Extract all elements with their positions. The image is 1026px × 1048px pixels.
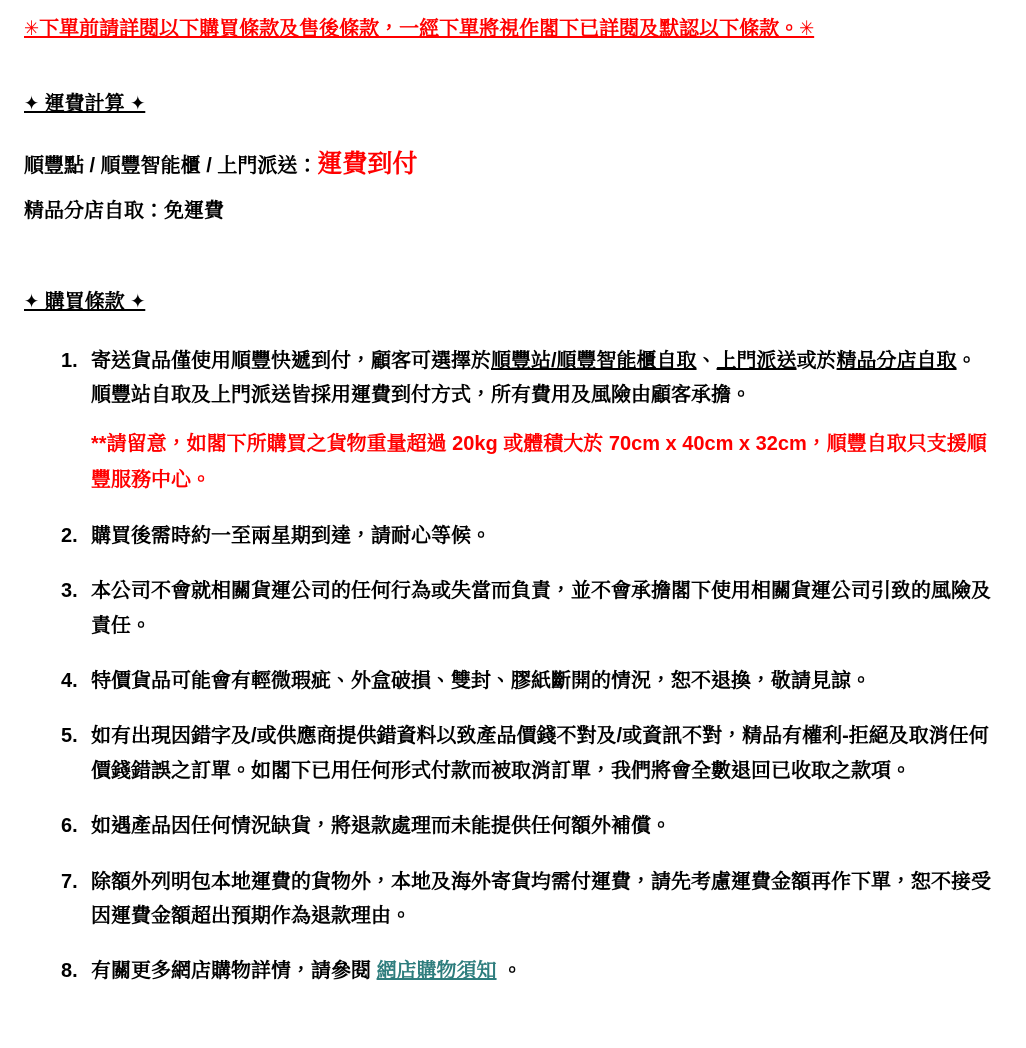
weight-size-warning: **請留意，如閣下所購買之貨物重量超過 20kg 或體積大於 70cm x 40cm x 32cm，順豐自取只支援順豐服務中心。 <box>91 432 987 491</box>
shipping-methods-line <box>24 144 996 184</box>
term-item-1 <box>61 344 996 498</box>
term-item-5-text: 如有出現因錯字及/或供應商提供錯資料以致產品價錢不對及/或資訊不對，精品有權利-拒絕及取消任何價錢錯誤之訂單。如閣下已用任何形式付款而被取消訂單，我們將會全數退回已收取之款項。 <box>91 725 989 782</box>
term-item-6 <box>61 809 996 843</box>
item-number: 2. <box>61 524 78 547</box>
store-pickup-free-line: 精品分店自取：免運費 <box>24 200 224 222</box>
item-number: 8. <box>61 960 78 983</box>
term-item-3 <box>61 574 996 643</box>
underlined-store-pickup-text: 精品分店自取 <box>836 350 957 372</box>
shipping-fee-heading: ✦ 運費計算 ✦ <box>24 93 146 115</box>
underlined-home-delivery-text: 上門派送 <box>716 350 797 372</box>
term-item-8 <box>61 954 996 988</box>
term-item-1-text: 寄送貨品僅使用順豐快遞到付，顧客可選擇於順豐站/順豐智能櫃自取、上門派送或於精品分店自取。順豐站自取及上門派送皆採用運費到付方式，所有費用及風險由顧客承擔。 <box>91 350 977 407</box>
term-item-3-text: 本公司不會就相關貨運公司的任何行為或失當而負責，並不會承擔閣下使用相關貨運公司引致的風險及責任。 <box>91 580 991 637</box>
term-item-2 <box>61 519 996 553</box>
online-shop-guide-link[interactable]: 網店購物須知 <box>376 960 497 983</box>
term-item-4 <box>61 664 996 698</box>
freight-collect-value: 運費到付 <box>317 150 418 178</box>
shipping-methods-label: 順豐點 / 順豐智能櫃 / 上門派送： <box>24 155 318 177</box>
item-number: 5. <box>61 725 78 748</box>
item-number: 7. <box>61 870 78 893</box>
underlined-sf-pickup-text: 順豐站/順豐智能櫃自取 <box>491 350 697 372</box>
purchase-terms-heading: ✦ 購買條款 ✦ <box>24 291 146 313</box>
term-item-2-text: 購買後需時約一至兩星期到達，請耐心等候。 <box>91 524 491 547</box>
term-item-7 <box>61 865 996 934</box>
term-item-5 <box>61 719 996 788</box>
pre-order-notice: ✳下單前請詳閱以下購買條款及售後條款，一經下單將視作閣下已詳閱及默認以下條款。✳ <box>24 18 815 40</box>
term-item-7-text: 除額外列明包本地運費的貨物外，本地及海外寄貨均需付運費，請先考慮運費金額再作下單，恕不接受因運費金額超出預期作為退款理由。 <box>91 870 991 927</box>
item-number: 3. <box>61 580 78 603</box>
item-number: 1. <box>61 350 78 372</box>
item-number: 6. <box>61 815 78 838</box>
term-item-4-text: 特價貨品可能會有輕微瑕疵、外盒破損、雙封、膠紙斷開的情況，恕不退換，敬請見諒。 <box>91 669 871 692</box>
terms-list <box>24 344 996 989</box>
term-item-8-text: 有關更多網店購物詳情，請參閱 網店購物須知 。 <box>91 960 523 983</box>
item-number: 4. <box>61 669 78 692</box>
term-item-6-text: 如遇產品因任何情況缺貨，將退款處理而未能提供任何額外補償。 <box>91 815 671 838</box>
